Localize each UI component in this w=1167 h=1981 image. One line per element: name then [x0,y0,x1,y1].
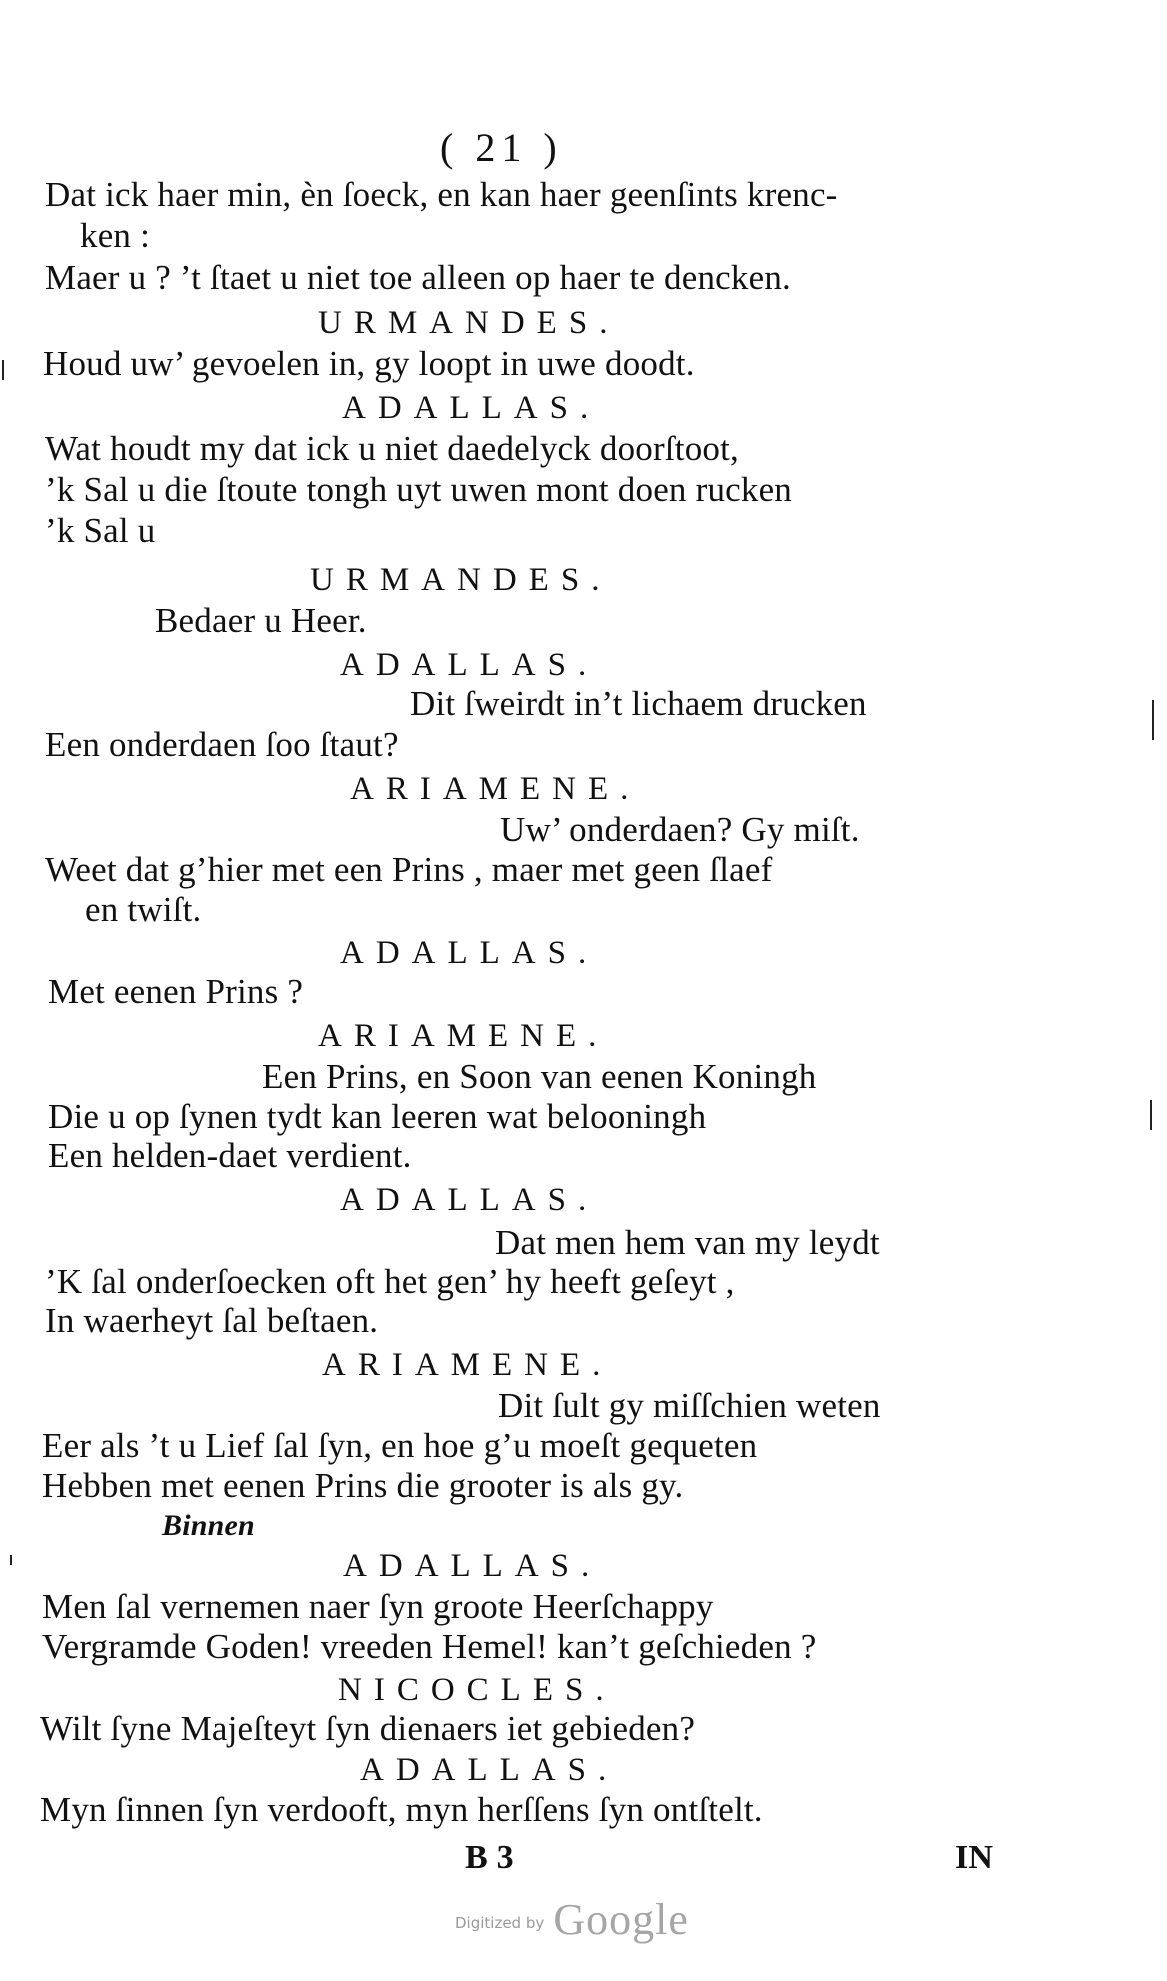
speaker-heading: ADALLAS. [342,390,601,426]
verse-line: Die u op ſynen tydt kan leeren wat belooningh [48,1097,707,1136]
verse-line: Dat ick haer min, èn ſoeck, en kan haer geenſints krenc- [45,175,838,214]
verse-line: Men ſal vernemen naer ſyn groote Heerſchappy [42,1587,714,1626]
digitized-watermark [455,1894,689,1945]
verse-line: Houd uw’ gevoelen in, gy loopt in uwe doodt. [43,344,695,383]
google-logo: Google [553,1895,689,1944]
verse-line: en twiſt. [85,890,202,929]
watermark-small-text: Digitized by [455,1914,545,1932]
verse-line: Bedaer u Heer. [155,601,367,640]
verse-line: ’k Sal u die ſtoute tongh uyt uwen mont doen rucken [45,470,793,509]
verse-line: Weet dat g’hier met een Prins , maer met geen ſlaef [45,850,773,889]
page-number: ( 21 ) [440,125,563,170]
verse-line: Wat houdt my dat ick u niet daedelyck doorſtoot, [45,429,739,468]
verse-line: Maer u ? ’t ſtaet u niet toe alleen op haer te dencken. [45,258,791,297]
speaker-heading: ARIAMENE. [322,1347,613,1383]
speaker-heading: ARIAMENE. [318,1018,609,1054]
verse-line: Vergramde Goden! vreeden Hemel! kan’t geſchieden ? [42,1627,817,1666]
scan-speck [2,360,4,380]
verse-line: In waerheyt ſal beſtaen. [45,1301,379,1340]
verse-line: Hebben met eenen Prins die grooter is als gy. [42,1466,684,1505]
stage-direction: Binnen [162,1509,255,1542]
verse-line: Myn ſinnen ſyn verdooft, myn herſſens ſyn ontſtelt. [40,1790,763,1829]
verse-line: Een helden-daet verdient. [48,1136,412,1175]
speaker-heading: ADALLAS. [340,1182,599,1218]
speaker-heading: ADALLAS. [340,935,599,971]
verse-line: Dit ſweirdt in’t lichaem drucken [410,684,867,723]
catchword: IN [955,1839,994,1876]
verse-line: Dit ſult gy miſſchien weten [498,1386,881,1425]
verse-line: Een onderdaen ſoo ſtaut? [45,725,399,764]
verse-line: Een Prins, en Soon van eenen Koningh [262,1057,817,1096]
signature-mark: B 3 [465,1839,514,1876]
verse-line: ken : [80,216,151,255]
verse-line: Dat men hem van my leydt [495,1223,880,1262]
scan-speck [10,1555,12,1565]
scan-speck [1150,1100,1152,1130]
speaker-heading: URMANDES. [310,562,612,598]
speaker-heading: ARIAMENE. [350,771,641,807]
verse-line: ’K ſal onderſoecken oft het gen’ hy heeft geſeyt , [45,1262,735,1301]
scan-speck [1152,700,1154,740]
speaker-heading: NICOCLES. [338,1672,616,1708]
speaker-heading: ADALLAS. [340,647,599,683]
verse-line: ’k Sal u [45,511,156,550]
verse-line: Eer als ’t u Lief ſal ſyn, en hoe g’u moeſt gequeten [42,1426,758,1465]
speaker-heading: URMANDES. [318,305,620,341]
speaker-heading: ADALLAS. [360,1752,619,1788]
verse-line: Uw’ onderdaen? Gy miſt. [500,810,860,849]
verse-line: Met eenen Prins ? [48,972,304,1011]
speaker-heading: ADALLAS. [343,1548,602,1584]
verse-line: Wilt ſyne Majeſteyt ſyn dienaers iet gebieden? [40,1709,696,1748]
